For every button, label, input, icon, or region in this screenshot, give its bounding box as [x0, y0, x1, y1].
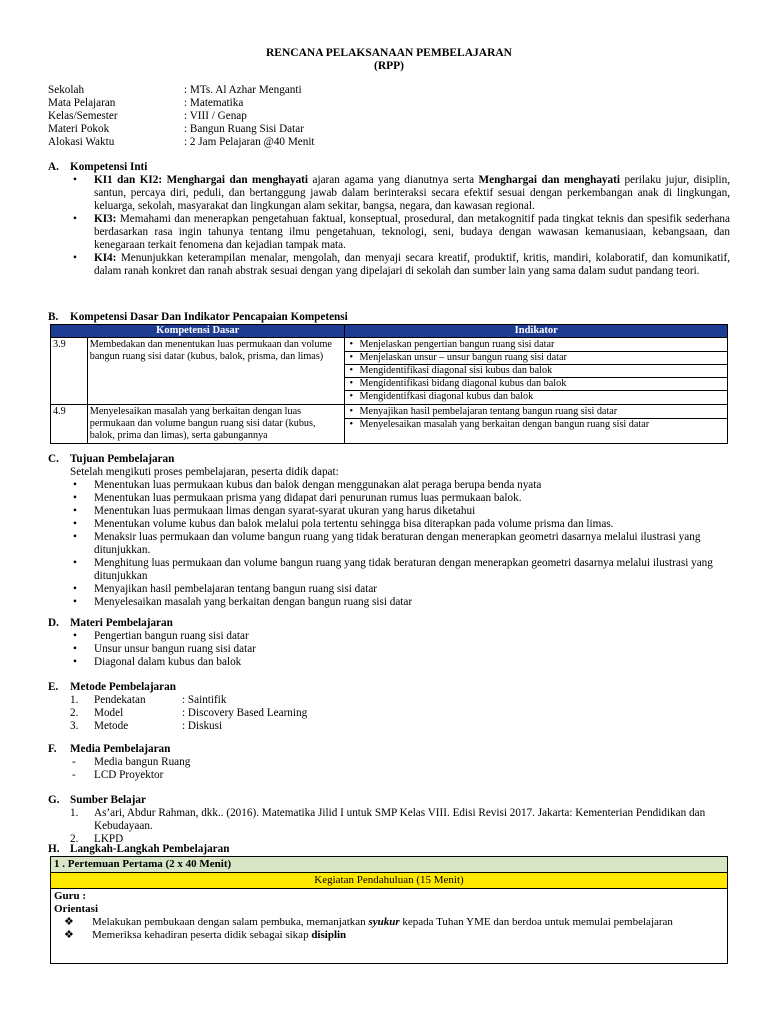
ki-item: • KI1 dan KI2: Menghargai dan menghayati ajaran agama yang dianutnya serta Menghargai dan menghayati perilaku jujur, disiplin, santun, percaya diri, peduli, dan bertanggung jawab dalam berinteraksi secara efektif sesuai dengan perkembangan anak di lingkungan, keluarga, sekolah, masyarakat dan lingkungan alam sekitar, bangsa, negara, dan kawasan regional.: [48, 174, 730, 213]
section-heading: Tujuan Pembelajaran: [70, 453, 175, 465]
table-header: Kompetensi Dasar: [51, 325, 345, 338]
meeting-header: 1 . Pertemuan Pertama (2 x 40 Menit): [51, 857, 728, 873]
info-row: Kelas/Semester : VIII / Genap: [48, 110, 247, 122]
list-item: • Pengertian bangun ruang sisi datar: [48, 630, 730, 643]
diamond-bullet-icon: ❖: [64, 929, 74, 941]
section-heading: Materi Pembelajaran: [70, 617, 173, 629]
list-item: • Menentukan volume kubus dan balok melalui pola tertentu sehingga bisa diterapkan pada volume prisma dan limas.: [48, 518, 730, 531]
section-heading: Kompetensi Dasar Dan Indikator Pencapaian Kompetensi: [70, 311, 348, 323]
list-item: 1. Pendekatan : Saintifik: [70, 694, 227, 706]
section-heading: Media Pembelajaran: [70, 743, 171, 755]
table-row: 4.9 Menyelesaikan masalah yang berkaitan dengan luas permukaan dan volume bangun ruang sisi datar (kubus, balok, prima dan limas), serta gabungannya • Menyajikan hasil pembelajaran tentang bangun ruang sisi datar • Menyelesaikan masalah yang berkaitan dengan bangun ruang sisi datar: [51, 405, 728, 444]
list-item: 1. As’ari, Abdur Rahman, dkk.. (2016). Matematika Jilid I untuk SMP Kelas VIII. Edisi Revisi 2017. Jakarta: Kementerian Pendidikan dan Kebudayaan.: [70, 807, 706, 832]
section-metode: E. Metode Pembelajaran 1. Pendekatan : Saintifik 2. Model : Discovery Based Learning 3. Metode : Diskusi: [48, 681, 730, 733]
section-tujuan: C. Tujuan Pembelajaran Setelah mengikuti proses pembelajaran, peserta didik dapat: • Menentukan luas permukaan kubus dan balok dengan menggunakan alat peraga berupa benda nyata • Menentukan luas permukaan prisma yang didapat dari penurunan rumus luas permukaan balok. • Menentukan luas permukaan limas dengan syarat-syarat ukuran yang harus diketahui • Menentukan volume kubus dan balok melalui pola tertentu sehingga bisa diterapkan pada volume prisma dan limas. • Menaksir luas permukaan dan volume bangun ruang yang tidak beraturan dengan menerapkan geometri dasarnya melalui ilustrasi yang ditunjukkan. • Menghitung luas permukaan dan volume bangun ruang yang tidak beraturan dengan menerapkan geometri dasarnya melalui ilustrasi yang ditunjukkan • Menyajikan hasil pembelajaran tentang bangun ruang sisi datar • Menyelesaikan masalah yang berkaitan dengan bangun ruang sisi datar: [48, 453, 730, 609]
list-item: 2. Model : Discovery Based Learning: [70, 707, 308, 719]
list-item: • Menentukan luas permukaan kubus dan balok dengan menggunakan alat peraga berupa benda nyata: [48, 479, 730, 492]
ki-item: • KI4: Menunjukkan keterampilan menalar, mengolah, dan menyaji secara kreatif, produktif, kritis, mandiri, kolaboratif, dan komunikatif, dalam ranah konkret dan ranah abstrak sesuai dengan yang dipelajari di sekolah dan sumber lain yang sama dalam sudut pandang teori.: [48, 252, 730, 278]
section-heading: Langkah-Langkah Pembelajaran: [70, 843, 230, 855]
identity-block: [48, 84, 315, 149]
list-item: • Menyajikan hasil pembelajaran tentang bangun ruang sisi datar: [48, 583, 730, 596]
list-item: - Media bangun Ruang: [72, 756, 191, 768]
info-row: Sekolah : MTs. Al Azhar Menganti: [48, 84, 302, 96]
section-sumber: G. Sumber Belajar 1. As’ari, Abdur Rahman, dkk.. (2016). Matematika Jilid I untuk SMP Kelas VIII. Edisi Revisi 2017. Jakarta: Kementerian Pendidikan dan Kebudayaan. 2. LKPD: [48, 794, 730, 846]
section-kompetensi-inti: A. Kompetensi Inti • KI1 dan KI2: Menghargai dan menghayati ajaran agama yang dianutnya serta Menghargai dan menghayati perilaku jujur, disiplin, santun, percaya diri, peduli, dan bertanggung jawab dalam berinteraksi secara efektif sesuai dengan perkembangan anak di lingkungan, keluarga, sekolah, masyarakat dan lingkungan alam sekitar, bangsa, negara, dan kawasan regional. • KI3: Memahami dan menerapkan pengetahuan faktual, konseptual, prosedural, dan metakognitif pada tingkat teknis dan spesifik sederhana berdasarkan rasa ingin tahunya tentang ilmu pengetahuan, teknologi, seni, budaya dengan wawasan kemanusiaan, kebangsaan, dan kenegaraan terkait fenomena dan kejadian tampak mata. • KI4: Menunjukkan keterampilan menalar, mengolah, dan menyaji secara kreatif, produktif, kritis, mandiri, kolaboratif, dan komunikatif, dalam ranah konkret dan ranah abstrak sesuai dengan yang dipelajari di sekolah dan sumber lain yang sama dalam sudut pandang teori.: [48, 161, 730, 278]
info-row: Mata Pelajaran : Matematika: [48, 97, 244, 109]
phase-header: Kegiatan Pendahuluan (15 Menit): [51, 873, 728, 889]
steps-table: 1 . Pertemuan Pertama (2 x 40 Menit) Kegiatan Pendahuluan (15 Menit) Guru : Orientasi ❖ Melakukan pembukaan dengan salam pembuka, memanjatkan syukur kepada Tuhan YME dan berdoa untuk memulai pembelajaran ❖ Memeriksa kehadiran peserta didik sebagai sikap disiplin: [50, 856, 728, 964]
list-item: 2. LKPD: [70, 833, 124, 845]
section-langkah: H. Langkah-Langkah Pembelajaran: [48, 843, 230, 855]
document-title: RENCANA PELAKSANAAN PEMBELAJARAN (RPP): [266, 47, 512, 72]
list-item: • Menaksir luas permukaan dan volume bangun ruang yang tidak beraturan dengan menerapkan geometri dasarnya melalui ilustrasi yang ditunjukkan.: [48, 531, 730, 557]
list-item: • Diagonal dalam kubus dan balok: [48, 656, 730, 669]
list-item: - LCD Proyektor: [72, 769, 164, 781]
list-item: • Unsur unsur bangun ruang sisi datar: [48, 643, 730, 656]
section-heading: Kompetensi Inti: [70, 161, 148, 173]
list-item: • Menentukan luas permukaan prisma yang didapat dari penurunan rumus luas permukaan balok.: [48, 492, 730, 505]
list-item: • Menghitung luas permukaan dan volume bangun ruang yang tidak beraturan dengan menerapkan geometri dasarnya melalui ilustrasi yang ditunjukkan: [48, 557, 730, 583]
section-materi: D. Materi Pembelajaran • Pengertian bangun ruang sisi datar • Unsur unsur bangun ruang sisi datar • Diagonal dalam kubus dan balok: [48, 617, 730, 669]
section-media: F. Media Pembelajaran - Media bangun Ruang - LCD Proyektor: [48, 743, 730, 782]
kd-indicator-table: [50, 324, 728, 444]
list-item: • Menyelesaikan masalah yang berkaitan dengan bangun ruang sisi datar: [48, 596, 730, 609]
table-header: Indikator: [345, 325, 728, 338]
diamond-bullet-icon: ❖: [64, 916, 74, 928]
table-row: 3.9 Membedakan dan menentukan luas permukaan dan volume bangun ruang sisi datar (kubus, balok, prisma, dan limas) • Menjelaskan pengertian bangun ruang sisi datar • Menjelaskan unsur – unsur bangun ruang sisi datar • Mengidentifikasi diagonal sisi kubus dan balok • Mengidentifikasi bidang diagonal kubus dan balok • Mengidentifkasi diagonal kubus dan balok: [51, 338, 728, 405]
list-item: • Menentukan luas permukaan limas dengan syarat-syarat ukuran yang harus diketahui: [48, 505, 730, 518]
info-row: Materi Pokok : Bangun Ruang Sisi Datar: [48, 123, 304, 135]
ki-item: • KI3: Memahami dan menerapkan pengetahuan faktual, konseptual, prosedural, dan metakognitif pada tingkat teknis dan spesifik sederhana berdasarkan rasa ingin tahunya tentang ilmu pengetahuan, teknologi, seni, budaya dengan wawasan kemanusiaan, kebangsaan, dan kenegaraan terkait fenomena dan kejadian tampak mata.: [48, 213, 730, 252]
section-kompetensi-dasar: B. Kompetensi Dasar Dan Indikator Pencapaian Kompetensi: [48, 311, 348, 323]
info-row: Alokasi Waktu : 2 Jam Pelajaran @40 Menit: [48, 136, 315, 148]
section-heading: Sumber Belajar: [70, 794, 146, 806]
section-heading: Metode Pembelajaran: [70, 681, 176, 693]
step-item: ❖ Melakukan pembukaan dengan salam pembuka, memanjatkan syukur kepada Tuhan YME dan berdoa untuk memulai pembelajaran: [64, 916, 673, 928]
list-item: 3. Metode : Diskusi: [70, 720, 223, 732]
step-item: ❖ Memeriksa kehadiran peserta didik sebagai sikap disiplin: [64, 929, 347, 941]
